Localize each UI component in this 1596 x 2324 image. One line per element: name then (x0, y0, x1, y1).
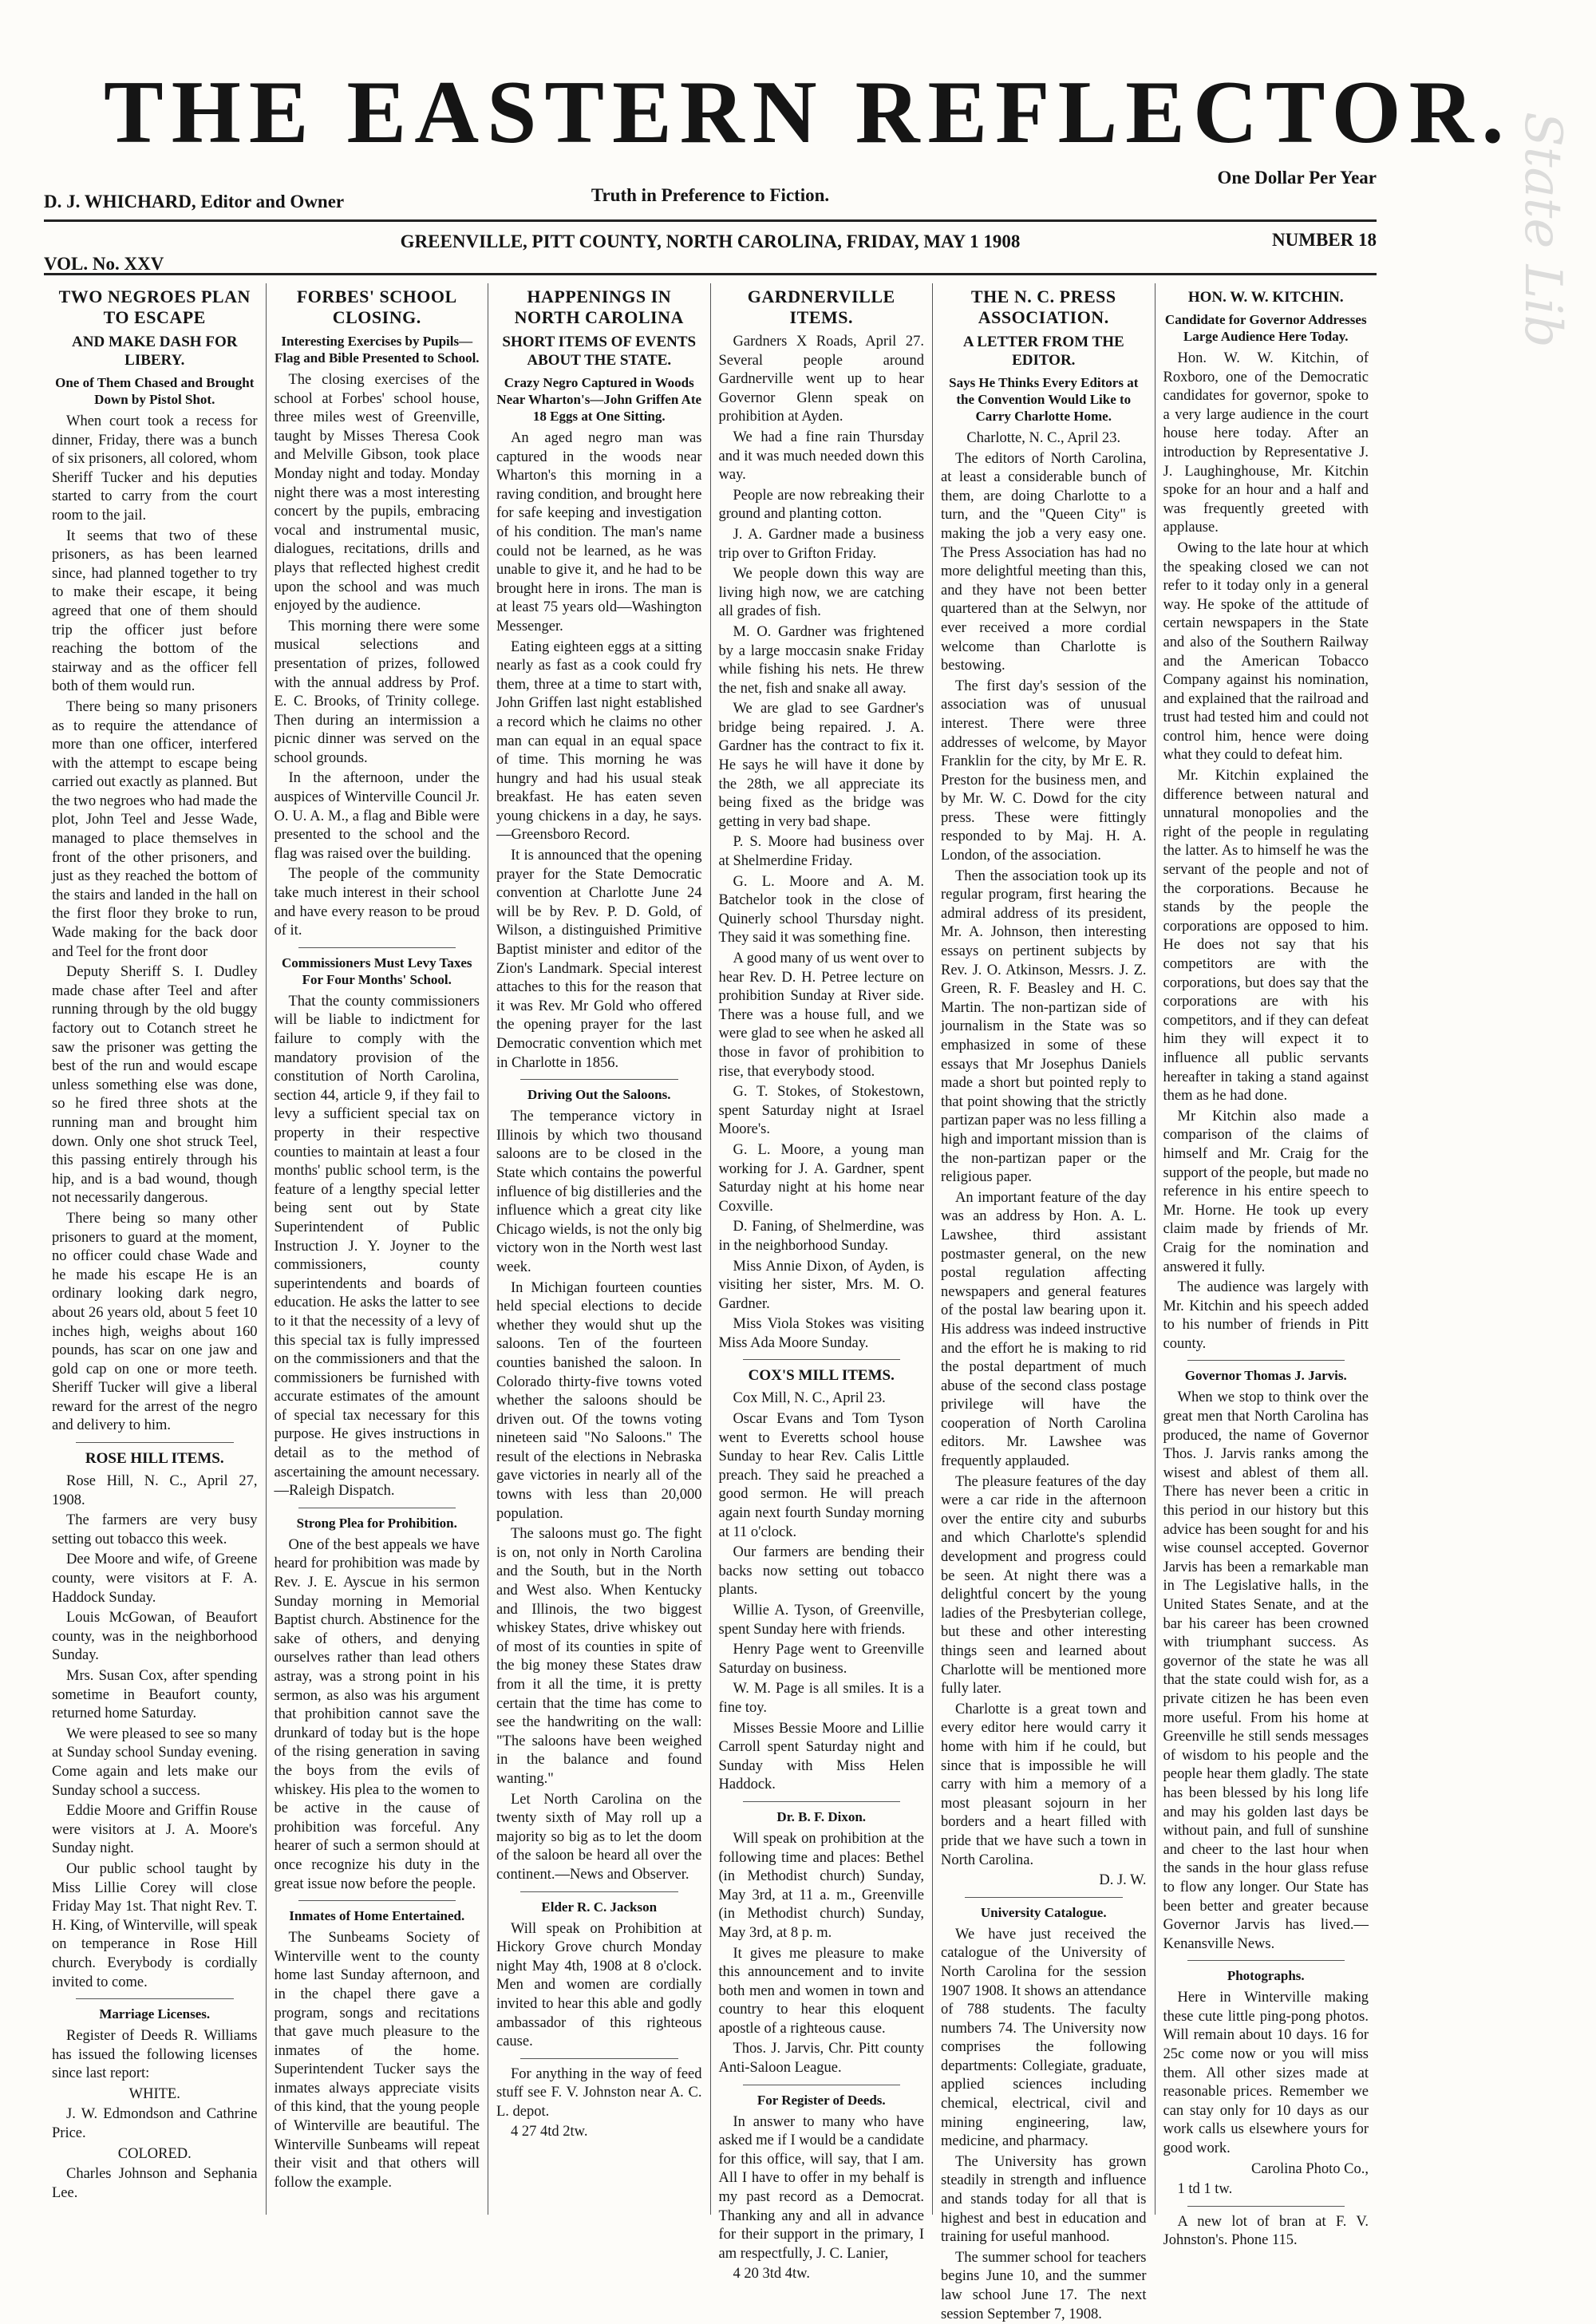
column-3 (488, 283, 711, 2215)
signature: D. J. W. (1099, 1872, 1147, 1889)
column-1 (44, 283, 267, 2215)
paragraph: G. L. Moore and A. M. Batchelor took in the close of Quinerly school Thursday night. They said it was something fine. (718, 873, 924, 947)
paragraph: Willie A. Tyson, of Greenville, spent Sunday here with friends. (718, 1603, 924, 1638)
paragraph: In Michigan fourteen counties held special elections to decide whether they would shut up the saloons. Ten of the fourteen counties banished the saloon. In Colorado thirty-five towns voted whether the saloons should be driven out. Of the towns voting nineteen said "No Saloons." The result of the elections in Nebraska gave victories in nearly all of the towns with less than 20,000 population. (496, 1279, 702, 1522)
paragraph: It is announced that the opening prayer for the State Democratic convention at Charlotte June 24 will be by Rev. P. D. Gold, of Wilson, a distinguished Primitive Baptist minister and editor of the Zion's Landmark. Special interest attaches to this for the reason that it was Rev. Mr Gold who offered the opening prayer for the last Democratic convention which met in Charlotte in 1856. (496, 848, 702, 1071)
divider (1187, 2206, 1345, 2207)
paragraph: In answer to many who have asked me if I would be a candidate for this office, will say, that I am. All I have to offer in my behalf is my past record as a Democrat. Thanking any and all in advance for their support in the primary, I am respectfully, J. C. Lanier, (718, 2113, 924, 2262)
paragraph: For anything in the way of feed stuff see F. V. Johnston near A. C. L. depot. (496, 2065, 702, 2120)
paragraph: Owing to the late hour at which the speaking closed we can not refer to it today only in a general way. He spoke of the attitude of certain newspapers in the State and also of the Southern Railway and the American Tobacco Company against his nomination, and explained that the railroad and trust had tested him and could not control him, hence were doing what they could to defeat him. (1163, 540, 1369, 764)
paragraph: G. L. Moore, a young man working for J. A. Gardner, spent Saturday night at his home near Coxville. (718, 1141, 924, 1215)
paragraph: Eddie Moore and Griffin Rouse were visitors at J. A. Moore's Sunday night. (52, 1803, 258, 1857)
headline: Photographs. (1227, 1968, 1305, 1984)
paragraph: Thos. J. Jarvis, Chr. Pitt county Anti-Saloon League. (718, 2041, 924, 2077)
paragraph: Gardners X Roads, April 27. Several people around Gardnerville went up to hear Governor Glenn speak on prohibition at Ayden. (718, 334, 924, 425)
label: WHITE. (128, 2085, 180, 2102)
divider (298, 947, 456, 948)
deck: Crazy Negro Captured in Woods Near Wharton's—John Griffen Ate 18 Eggs at One Sitting. (496, 375, 702, 424)
divider (743, 1801, 901, 1802)
paragraph: Cox Mill, N. C., April 23. (733, 1390, 886, 1407)
headline: Dr. B. F. Dixon. (776, 1808, 867, 1824)
paragraph: One of the best appeals we have heard for prohibition was made by Rev. J. E. Ayscue in his sermon Sunday morning in Memorial Baptist church. Abstinence for the sake of others, and denying ourselves rather than lead others astray, was a strong point in his sermon, as also was his argument that prohibition cannot save the drunkard of today but is the hope of the rising generation in saving the boys from the evils of whiskey. His plea to the women to be active in the cause of prohibition was forceful. Any hearer of such a sermon should at once recognize his duty in the great issue now before the people. (274, 1536, 480, 1892)
divider (76, 1998, 234, 1999)
paragraph: D. Faning, of Shelmerdine, was in the neighborhood Sunday. (718, 1219, 924, 1254)
divider (1187, 1960, 1345, 1961)
paragraph: J. A. Gardner made a business trip over to Grifton Friday. (718, 526, 924, 562)
paragraph: Eating eighteen eggs at a sitting nearly as fast as a cook could fry them, three at a time to start with, John Griffen last night established a record which he claims no other man can equal in an equal space of time. This morning he was hungry and had his usual steak breakfast. He has eaten seven young chickens in a day, he says.—Greensboro Record. (496, 638, 702, 844)
paragraph: Deputy Sheriff S. I. Dudley made chase after Teel and after running through by the old buggy factory out to Cotanch street he saw the prisoner was getting the best of the run and would escape unless something else was done, so he fired three shots at the running man and brought him down. Only one shot struck Teel, this passing entirely through his hip, and is a bad wound, though not necessarily dangerous. (52, 964, 258, 1207)
signature: Carolina Photo Co., (1251, 2160, 1369, 2177)
headline: THE N. C. PRESS ASSOCIATION. (970, 287, 1116, 327)
paragraph: 4 20 3td 4tw. (733, 2266, 810, 2282)
label: COLORED. (117, 2145, 192, 2162)
paragraph: It gives me pleasure to make this announcement and to invite both men and women in town and country to hear this eloquent apostle of a righteous cause. (718, 1945, 924, 2037)
paragraph: Will speak on Prohibition at Hickory Grove church Monday night May 4th, 1908 at 8 o'clock. Men and women are cordially invited to hear this able and godly ambassador of this righteous cause. (496, 1920, 702, 2050)
headline: Commissioners Must Levy Taxes For Four Months' School. (282, 955, 472, 987)
paragraph: W. M. Page is all smiles. It is a fine toy. (718, 1681, 924, 1716)
divider (298, 1900, 456, 1901)
paragraph: Mrs. Susan Cox, after spending sometime in Beaufort county, returned home Saturday. (52, 1668, 258, 1722)
rule-top (44, 219, 1377, 222)
headline: HAPPENINGS IN NORTH CAROLINA (514, 287, 684, 327)
paragraph: The saloons must go. The fight is on, not only in North Carolina and the South, but in the North and West also. When Kentucky and Illinois, the two biggest whiskey States, drive whiskey out of most of its counties in spite of the big money these States draw from it all the time, it is pretty certain that the time has come to see the handwriting on the wall: "The saloons have been weighed in the balance and found wanting." (496, 1526, 702, 1787)
paragraph: Mr. Kitchin explained the difference between natural and unnatural monopolies and the right of the people in regulating the latter. As to himself he was the servant of the people and not of the corporations. Because he stands by the people the corporations are opposed to him. He does not say that his competitors are with the corporations, but does say that the corporations are with his competitors, and if they can defeat him they will expect it to influence all public servants hereafter in taking a stand against them as he had done. (1163, 768, 1369, 1105)
paragraph: Will speak on prohibition at the following time and places: Bethel (in Methodist church) Sunday, May 3rd, at 11 a. m., Greenville (in Methodist church) Sunday, May 3rd, at 8 p. m. (718, 1830, 924, 1941)
volume: VOL. No. XXV (44, 254, 164, 274)
paragraph: This morning there were some musical selections and presentation of prizes, followed with the annual address by Prof. E. C. Brooks, of Trinity college. Then during an intermission a picnic dinner was served on the school grounds. (274, 618, 480, 766)
paragraph: Hon. W. W. Kitchin, of Roxboro, one of the Democratic candidates for governor, spoke to a very large audience in the court house here today. After an introduction by Representative J. J. Laughinghouse, Mr. Kitchin spoke for an hour and a half and was frequently greeted with applause. (1163, 350, 1369, 536)
margin-handwriting: State Lib (1513, 112, 1572, 348)
paragraph: We had a fine rain Thursday and it was much needed down this way. (718, 429, 924, 484)
headline: Driving Out the Saloons. (527, 1087, 671, 1103)
headline: Marriage Licenses. (99, 2006, 211, 2022)
columns (44, 283, 1377, 2322)
headline: COX'S MILL ITEMS. (748, 1367, 895, 1385)
paragraph: Our public school taught by Miss Lillie Corey will close Friday May 1st. That night Rev. T. H. King, of Winterville, will speak on temperance in Rose Hill church. Everybody is cordially invited to come. (52, 1860, 258, 1990)
paragraph: Rose Hill, N. C., April 27, 1908. (52, 1473, 258, 1508)
subheadline: SHORT ITEMS OF EVENTS ABOUT THE STATE. (502, 334, 697, 369)
divider (1187, 1360, 1345, 1361)
rule-bottom (44, 273, 1377, 275)
headline: TWO NEGROES PLAN TO ESCAPE (58, 287, 251, 327)
subheadline: AND MAKE DASH FOR LIBERY. (72, 334, 238, 369)
headline: GARDNERVILLE ITEMS. (747, 287, 895, 327)
paragraph: Our farmers are bending their backs now setting out tobacco plants. (718, 1544, 924, 1599)
headline: Inmates of Home Entertained. (289, 1908, 465, 1924)
column-5 (933, 283, 1156, 2322)
headline: FORBES' SCHOOL CLOSING. (296, 287, 457, 327)
paragraph: Miss Viola Stokes was visiting Miss Ada Moore Sunday. (718, 1316, 924, 1351)
paragraph: The closing exercises of the school at Forbes' school house, three miles west of Greenville, taught by Misses Theresa Cook and Melville Gibson, took place Monday night and today. Monday night there was a most interesting concert by the pupils, embracing vocal and instrumental music, dialogues, recitations, drills and plays that reflected highest credit upon the school and was much enjoyed by the audience. (274, 372, 480, 615)
paragraph: The first day's session of the association was of unusual interest. There were three addresses of welcome, by Mayor Franklin for the city, by Mr E. R. Preston for the business men, and by Mr. W. C. Dowd for the city press. These were fittingly responded to by Maj. H. A. London, of the association. (941, 678, 1147, 864)
paragraph: Mr Kitchin also made a comparison of the claims of himself and Mr. Craig for the support of the people, but made no reference in his entire speech to Mr. Horne. He took up every claim made by friends of Mr. Craig for the nomination and answered it fully. (1163, 1108, 1369, 1275)
paragraph: Let North Carolina on the twenty sixth of May roll up a majority so big as to let the doom of the saloon be heard all over the continent.—News and Observer. (496, 1791, 702, 1883)
deck: Candidate for Governor Addresses Large Audience Here Today. (1164, 312, 1367, 344)
divider (520, 2058, 678, 2059)
headline: HON. W. W. KITCHIN. (1187, 289, 1344, 306)
paragraph: We were pleased to see so many at Sunday school Sunday evening. Come again and lets make our Sunday school a success. (52, 1725, 258, 1799)
paragraph: The audience was largely with Mr. Kitchin and his speech added to his number of friends in Pitt county. (1163, 1279, 1369, 1352)
column-6 (1156, 283, 1377, 2249)
paragraph: Then the association took up its regular program, first hearing the admiral address of its president, Mr. A. Johnson, then interesting essays on pertinent subjects by Rev. J. O. Atkinson, Messrs. J. Z. Green, R. F. Beasley and H. C. Martin. The non-partizan side of journalism in the State was so emphasized in some of these essays that Mr Josephus Daniels made a short but pointed reply to that point showing that the strictly partizan paper was no less filling a high and important mission than is the non-partizan paper or the religious paper. (941, 868, 1147, 1186)
paragraph: The summer school for teachers begins June 10, and the summer law school June 17. The next session September 7, 1908. (941, 2249, 1147, 2322)
paragraph: P. S. Moore had business over at Shelmerdine Friday. (718, 834, 924, 870)
paragraph: There being so many other prisoners to guard at the moment, no officer could chase Wade and he made his escape He is an ordinary looking dark negro, about 26 years old, about 5 feet 10 inches high, weighs about 160 pounds, has scar on one jaw and gold cap on one or more teeth. Sheriff Tucker will give a liberal reward for the arrest of the negro and delivery to him. (52, 1210, 258, 1434)
divider (520, 1079, 678, 1080)
deck: Interesting Exercises by Pupils—Flag and Bible Presented to School. (274, 334, 480, 366)
paragraph: The temperance victory in Illinois by which two thousand saloons are to be closed in the State which contains the powerful influence of big distilleries and the influence which a great city like Chicago wields, is not the only big victory won in the North west last week. (496, 1109, 702, 1275)
paragraph: The editors of North Carolina, at least a considerable bunch of them, are doing Charlotte to a turn, and the "Queen City" is making the job a very easy one. The Press Association has had no more delightful meeting than this, and they have not been better quartered than at the Selwyn, nor ever received a more cordial welcome than Charlotte is bestowing. (941, 450, 1147, 674)
paragraph: Charles Johnson and Sephania Lee. (52, 2166, 258, 2201)
editor-line: D. J. WHICHARD, Editor and Owner (44, 192, 345, 211)
paragraph: Dee Moore and wife, of Greene county, were visitors at F. A. Haddock Sunday. (52, 1551, 258, 1606)
paragraph: That the county commissioners will be liable to indictment for failure to comply with the mandatory provision of the constitution of North Carolina, section 44, article 9, if they fail to levy a sufficient special tax on property in their respective counties to maintain at least a four months' public school term, is the feature of a lengthy special letter being sent out by State Superintendent of Public Instruction J. Y. Joyner to the commissioners, county superintendents and boards of education. He asks the latter to see to it that the necessity of a levy of this special tax is fully impressed on the commissioners and that the commissioners be furnished with accurate estimates of the amount of special tax necessary for this purpose. He gives instructions in detail as to the method of ascertaining the amount necessary.—Raleigh Dispatch. (274, 993, 480, 1500)
paragraph: We people down this way are living high now, we are catching all grades of fish. (718, 566, 924, 620)
paragraph: When we stop to think over the great men that North Carolina has produced, the name of Governor Thos. J. Jarvis ranks among the wisest and ablest of them all. There has never been a critic in this period in our history but this advice has been sought for and his wise counsel accepted. Governor Jarvis has been a remarkable man in The Legislative halls, in the United States Senate, and at the bar his career has been crowned with triumphant success. As governor of the state he was all that the state could wish for, as a private citizen he has been even more useful. From his home at Greenville he still sends messages of wisdom to his people and the people hear them gladly. The state has been blessed by his long life and may his golden last days be without pain, and full of sunshine and cheer to the last hour when the sands in the hour glass refuse to flow any longer. Our State has been better and greater because Governor Jarvis has lived.—Kenansville News. (1163, 1389, 1369, 1952)
masthead: THE EASTERN REFLECTOR. (104, 63, 1512, 162)
paragraph: In the afternoon, under the auspices of Winterville Council Jr. O. U. A. M., a flag and Bible were presented to the school and the flag was raised over the building. (274, 770, 480, 862)
paragraph: Charlotte is a great town and every editor here would carry it home with him if he could, but since that is impossible he will carry with him a memory of a most pleasant sojourn in her borders and a heart filled with pride that we have such a town in North Carolina. (941, 1701, 1147, 1868)
divider (520, 1891, 678, 1892)
paragraph: Misses Bessie Moore and Lillie Carroll spent Saturday night and Sunday with Miss Helen Haddock. (718, 1720, 924, 1793)
paragraph: 1 td 1 tw. (1177, 2181, 1233, 2198)
paragraph: The people of the community take much interest in their school and have every reason to be proud of it. (274, 866, 480, 939)
paragraph: A good many of us went over to hear Rev. D. H. Petree lecture on prohibition Sunday at River side. There was a house full, and we were glad to see when he asked all those in favor of prohibition to rise, that everybody stood. (718, 951, 924, 1080)
divider (743, 1359, 901, 1360)
paragraph: J. W. Edmondson and Cathrine Price. (52, 2106, 258, 2142)
dateline: Charlotte, N. C., April 23. (966, 430, 1121, 446)
paragraph: Henry Page went to Greenville Saturday on business. (718, 1642, 924, 1677)
paragraph: A new lot of bran at F. V. Johnston's. Phone 115. (1163, 2213, 1369, 2249)
headline: Elder R. C. Jackson (541, 1899, 658, 1915)
price: One Dollar Per Year (1217, 168, 1377, 188)
headline: For Register of Deeds. (757, 2092, 886, 2108)
paragraph: An aged negro man was captured in the woods near Wharton's this morning in a raving condition, and brought here for safe keeping and investigation of his condition. The man's name could not be learned, as he was unable to give it, and he had to be brought here in irons. The man is at least 75 years old—Washington Messenger. (496, 430, 702, 634)
divider (76, 1442, 234, 1443)
deck: Says He Thinks Every Editors at the Convention Would Like to Carry Charlotte Home. (949, 375, 1139, 424)
headline: University Catalogue. (980, 1904, 1107, 1920)
paragraph: 4 27 4td 2tw. (511, 2124, 588, 2140)
paragraph: Louis McGowan, of Beaufort county, was in the neighborhood Sunday. (52, 1610, 258, 1664)
paragraph: An important feature of the day was an address by Hon. A. L. Lawshee, third assistant postmaster general, on the new postal regulation affecting newspapers and general features of the postal law bearing upon it. His address was indeed instructive and the effort he is making to rid the postal department of much abuse of the second class postage privilege will have the cooperation of North Carolina editors. Mr. Lawshee was frequently applauded. (941, 1189, 1147, 1470)
paragraph: Oscar Evans and Tom Tyson went to Everetts school house Sunday to hear Rev. Calis Little preach. They said he preached a good sermon. He will preach again next fourth Sunday morning at 11 o'clock. (718, 1411, 924, 1540)
headline: Governor Thomas J. Jarvis. (1184, 1368, 1347, 1384)
paragraph: The pleasure features of the day were a car ride in the afternoon over the entire city and suburbs and which Charlotte's splendid development and progress could be seen. At night there was a delightful concert by the young ladies of the Presbyterian college, but these and other interesting things seen and learned about Charlotte will be mentioned more fully later. (941, 1473, 1147, 1698)
motto: Truth in Preference to Fiction. (591, 185, 830, 205)
headline: ROSE HILL ITEMS. (85, 1450, 224, 1468)
issue-number: NUMBER 18 (1272, 230, 1377, 250)
paragraph: Here in Winterville making these cute little ping-pong photos. Will remain about 10 days. 16 for 25c come now or you will miss them. All other sizes made at reasonable prices. Remember we can stay only for 10 days as our work calls us elsewhere yours for good work. (1163, 1990, 1369, 2157)
paragraph: The Sunbeams Society of Winterville went to the county home last Sunday afternoon, and in the chapel there gave a program, songs and recitations that gave much pleasure to the inmates of the home. Superintendent Tucker says the inmates always appreciate visits of this kind, that the young people of Winterville are beautiful. The Winterville Sunbeams will repeat their visit and that others will follow the example. (274, 1930, 480, 2191)
paragraph: The University has grown steadily in strength and influence and stands today for all that is highest and best in education and training for useful manhood. (941, 2153, 1147, 2246)
headline: Strong Plea for Prohibition. (296, 1515, 457, 1531)
column-2 (267, 283, 489, 2215)
paragraph: People are now rebreaking their ground and planting cotton. (718, 487, 924, 523)
paragraph: G. T. Stokes, of Stokestown, spent Saturday night at Israel Moore's. (718, 1084, 924, 1138)
subheadline: A LETTER FROM THE EDITOR. (962, 334, 1124, 369)
paragraph: There being so many prisoners as to require the attendance of more than one officer, interfered with the attempt to escape being carried out exactly as planned. But the two negroes who had made the plot, John Teel and Jesse Wade, managed to place themselves in front of the other prisoners, and just as they reached the bottom of the stairs and landed in the hall on the first floor they broke to run, Wade making for the back door and Teel for the front door (52, 698, 258, 960)
deck: One of Them Chased and Brought Down by Pistol Shot. (55, 375, 255, 407)
paragraph: Miss Annie Dixon, of Ayden, is visiting her sister, Mrs. M. O. Gardner. (718, 1258, 924, 1312)
divider (965, 1897, 1123, 1898)
column-4 (711, 283, 934, 2282)
paragraph: When court took a recess for dinner, Friday, there was a bunch of six prisoners, all colored, whom Sheriff Tucker and his deputies started to carry from the court room to the jail. (52, 413, 258, 524)
paragraph: The farmers are very busy setting out tobacco this week. (52, 1512, 258, 1547)
paragraph: It seems that two of these prisoners, as has been learned since, had planned together to try to make their escape, it being agreed that one of them should trip the officer just before reaching the bottom of the stairway and as the officer fell both of them would run. (52, 528, 258, 695)
paragraph: We have just received the catalogue of the University of North Carolina for the session 1907 1908. It shows an attendance of 788 students. The faculty numbers 74. The University now comprises the following departments: Collegiate, graduate, applied sciences including chemical, electrical, civil and mining engineering, law, medicine, and pharmacy. (941, 1926, 1147, 2150)
dateline: GREENVILLE, PITT COUNTY, NORTH CAROLINA, FRIDAY, MAY 1 1908 (400, 231, 1021, 251)
paragraph: M. O. Gardner was frightened by a large moccasin snake Friday while fishing his nets. He threw the net, fish and snake all away. (718, 623, 924, 697)
paragraph: Register of Deeds R. Williams has issued the following licenses since last report: (52, 2028, 258, 2082)
paragraph: We are glad to see Gardner's bridge being repaired. J. A. Gardner has the contract to fix it. He says he will have it done by the 28th, we all appreciate its being fixed as the bridge was getting in very bad shape. (718, 701, 924, 830)
